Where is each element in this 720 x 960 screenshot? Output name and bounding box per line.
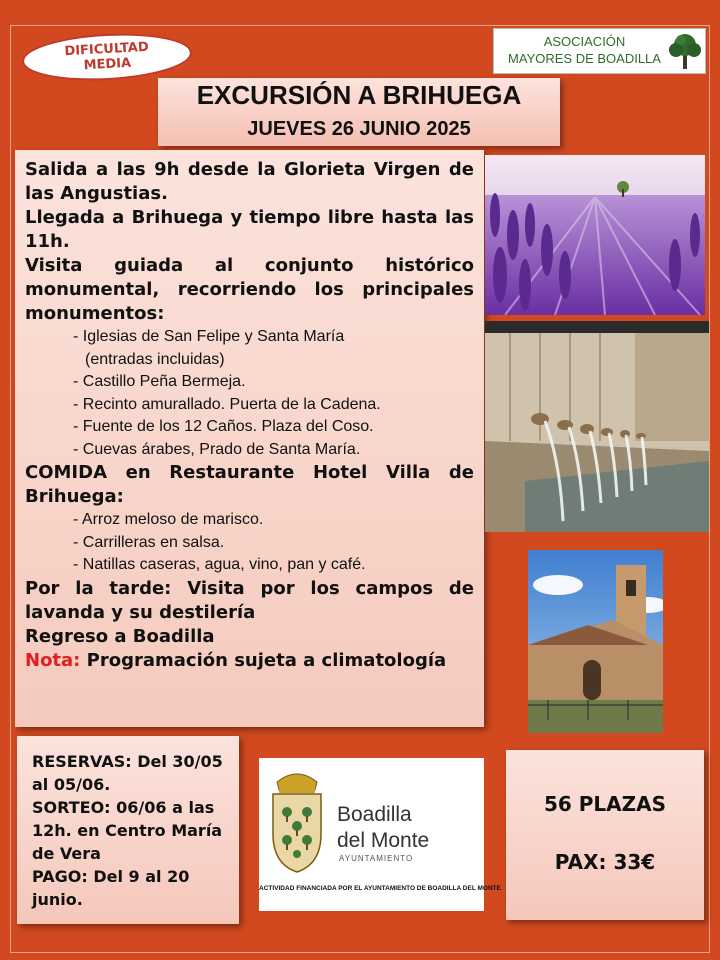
monument-item: (entradas incluidas): [85, 350, 225, 368]
ayuntamiento-name-2: del Monte: [337, 829, 430, 852]
monument-item: - Cuevas árabes, Prado de Santa María.: [73, 440, 361, 458]
ayuntamiento-logo: [259, 758, 501, 911]
monument-item: - Fuente de los 12 Caños. Plaza del Coso.: [73, 418, 374, 435]
fountain-photo: [485, 321, 709, 532]
association-logo-line1: ASOCIACIÓN: [543, 34, 626, 49]
lavender-field-photo: [485, 155, 705, 315]
guided-visit-text: Visita guiada al conjunto histórico monumental, recorriendo los principales monumentos:: [25, 255, 474, 324]
itinerary-panel: [15, 150, 484, 727]
title-panel: [158, 78, 560, 146]
coat-of-arms-icon: [265, 764, 329, 874]
payment-text: PAGO: Del 9 al 20 junio.: [32, 867, 190, 909]
note-label: Nota:: [25, 649, 81, 671]
arrival-text: Llegada a Brihuega y tiempo libre hasta las 11h.: [25, 207, 474, 252]
summary-panel: [506, 750, 704, 920]
menu-item: - Natillas caseras, agua, vino, pan y café.: [73, 556, 366, 573]
menu-item: - Carrilleras en salsa.: [73, 533, 225, 551]
page-title: EXCURSIÓN A BRIHUEGA: [196, 80, 522, 110]
funding-note: ACTIVIDAD FINANCIADA POR EL AYUNTAMIENTO DE BOADILLA DEL MONTE: [259, 885, 501, 892]
association-logo-line2: MAYORES DE BOADILLA: [508, 51, 661, 66]
draw-text: SORTEO: 06/06 a las 12h. en Centro María de Vera: [32, 798, 223, 863]
badge-line1: DIFICULTAD: [64, 39, 150, 60]
reservations-text: RESERVAS: Del 30/05 al 05/06.: [32, 752, 223, 794]
lunch-text: COMIDA en Restaurante Hotel Villa de Brihuega:: [25, 462, 474, 507]
church-photo: [528, 550, 663, 733]
monument-item: - Castillo Peña Bermeja.: [73, 373, 246, 390]
note-text: Programación sujeta a climatología: [86, 649, 447, 671]
afternoon-text: Por la tarde: Visita por los campos de lavanda y su destilería: [25, 577, 474, 623]
badge-line2: MEDIA: [83, 55, 132, 74]
price: PAX: 33€: [554, 850, 656, 874]
note-paragraph: [25, 649, 474, 673]
event-date: JUEVES 26 JUNIO 2025: [247, 118, 471, 140]
return-text: Regreso a Boadilla: [25, 625, 215, 647]
reservations-panel: [17, 736, 239, 924]
places-count: 56 PLAZAS: [543, 792, 667, 816]
monument-item: - Recinto amurallado. Puerta de la Cadena.: [73, 395, 381, 413]
difficulty-badge: [21, 30, 193, 85]
ayuntamiento-name: Boadilla: [337, 803, 412, 826]
association-logo: [493, 28, 706, 74]
departure-text: Salida a las 9h desde la Glorieta Virgen de las Angustias.: [25, 159, 474, 204]
monument-item: - Iglesias de San Felipe y Santa María: [73, 328, 345, 345]
ayuntamiento-label: AYUNTAMIENTO: [339, 854, 414, 863]
tree-icon: [667, 31, 703, 71]
menu-item: - Arroz meloso de marisco.: [73, 511, 264, 528]
